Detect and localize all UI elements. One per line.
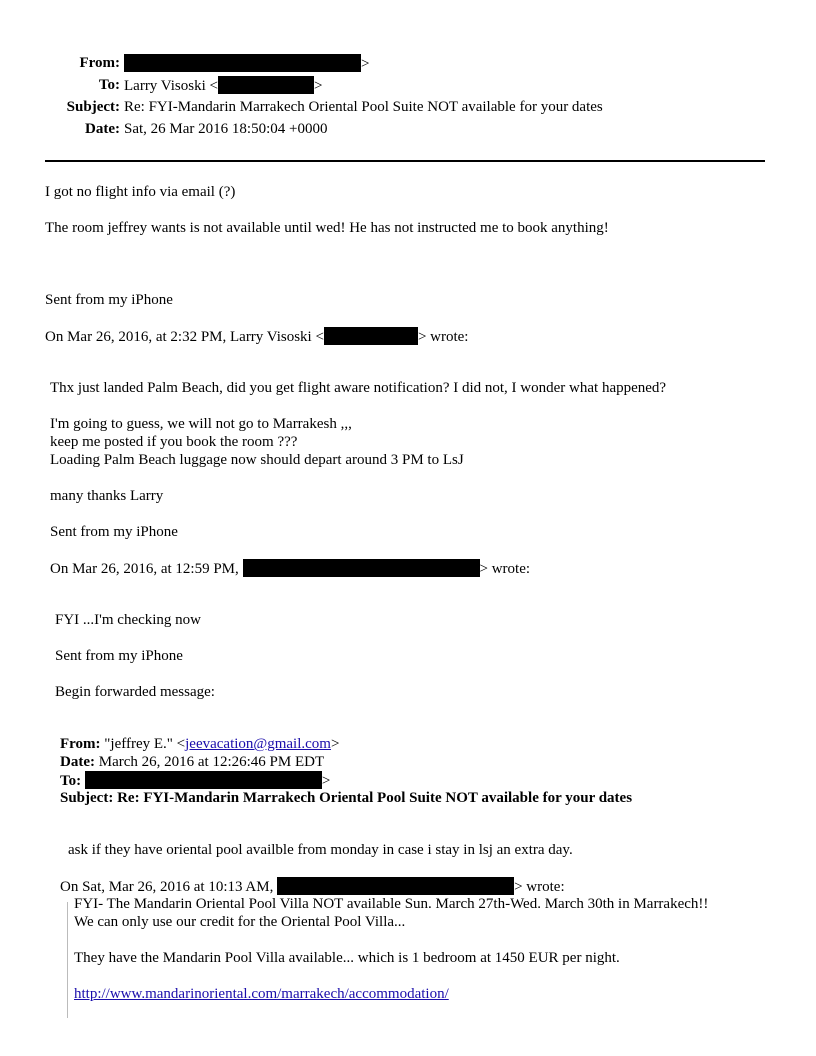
from-value [124, 54, 369, 73]
redaction-bar [218, 76, 314, 94]
to-value-suffix: > [313, 78, 323, 94]
to-value [124, 76, 322, 95]
fwd-from-line [60, 735, 339, 753]
fwd-to-suffix: > [321, 773, 331, 789]
reply-attribution-1-suffix: > wrote: [417, 329, 469, 345]
header-divider [45, 160, 765, 162]
reply-attribution-3 [60, 877, 565, 896]
quote3-line-1: FYI- The Mandarin Oriental Pool Villa NOT available Sun. March 27th-Wed. March 30th in Marrakech!! [74, 896, 709, 912]
quote1-line-3: keep me posted if you book the room ??? [50, 434, 298, 450]
redaction-bar [124, 54, 361, 72]
sent-from-iphone: Sent from my iPhone [45, 292, 173, 308]
subject-value: Re: FYI-Mandarin Marrakech Oriental Pool Suite NOT available for your dates [124, 99, 603, 115]
quote1-line-4: Loading Palm Beach luggage now should depart around 3 PM to LsJ [50, 452, 464, 468]
redaction-bar [243, 559, 480, 577]
blockquote-bar [67, 902, 68, 1018]
reply-attribution-2 [50, 559, 530, 578]
body-line-1: I got no flight info via email (?) [45, 184, 236, 200]
fwd-date-label: Date: [60, 754, 95, 770]
quote2-sent-from-iphone: Sent from my iPhone [55, 648, 183, 664]
reply-attribution-2-prefix: On Mar 26, 2016, at 12:59 PM, [50, 561, 239, 577]
fwd-from-suffix: > [330, 736, 340, 752]
subject-label: Subject: [66, 99, 120, 115]
redaction-bar [277, 877, 514, 895]
quote3-link-line [74, 985, 449, 1003]
fwd-subject-value: Re: FYI-Mandarin Marrakech Oriental Pool Suite NOT available for your dates [117, 790, 633, 806]
fwd-subject-line [60, 789, 632, 807]
from-value-suffix: > [361, 56, 370, 72]
reply-attribution-1-prefix: On Mar 26, 2016, at 2:32 PM, Larry Visoski < [45, 329, 324, 345]
fwd-date-line [60, 753, 324, 771]
fwd-from-label: From: [60, 736, 101, 752]
fwd-to-line [60, 771, 330, 790]
fwd-body-line: ask if they have oriental pool availble from monday in case i stay in lsj an extra day. [68, 842, 573, 858]
forwarded-message-label: Begin forwarded message: [55, 684, 215, 700]
reply-attribution-1 [45, 327, 468, 346]
fwd-subject-label: Subject: [60, 790, 114, 806]
redaction-bar [85, 771, 322, 789]
fwd-from-prefix: "jeffrey E." < [104, 736, 186, 752]
redaction-bar [324, 327, 418, 345]
from-label: From: [79, 55, 120, 71]
quote1-line-5: many thanks Larry [50, 488, 164, 504]
quote1-sent-from-iphone: Sent from my iPhone [50, 524, 178, 540]
date-value: Sat, 26 Mar 2016 18:50:04 +0000 [124, 121, 328, 137]
quote1-line-1: Thx just landed Palm Beach, did you get flight aware notification? I did not, I wonder what happened? [50, 380, 667, 396]
fwd-date-value: March 26, 2016 at 12:26:46 PM EDT [98, 754, 325, 770]
quote3-line-2: We can only use our credit for the Oriental Pool Villa... [74, 914, 406, 930]
date-label: Date: [85, 121, 120, 137]
fwd-to-label: To: [60, 773, 82, 789]
fwd-from-email-link[interactable]: jeevacation@gmail.com [185, 736, 331, 752]
reply-attribution-3-suffix: > wrote: [514, 879, 565, 895]
reply-attribution-3-prefix: On Sat, Mar 26, 2016 at 10:13 AM, [60, 879, 274, 895]
quote2-line-1: FYI ...I'm checking now [55, 612, 202, 628]
quote1-line-2: I'm going to guess, we will not go to Marrakesh ,,, [50, 416, 352, 432]
to-value-prefix: Larry Visoski < [124, 78, 218, 94]
mandarin-accommodation-link[interactable]: http://www.mandarinoriental.com/marrakech/accommodation/ [74, 986, 449, 1002]
quote3-line-3: They have the Mandarin Pool Villa available... which is 1 bedroom at 1450 EUR per night. [74, 950, 620, 966]
body-line-2: The room jeffrey wants is not available until wed! He has not instructed me to book anything! [45, 220, 609, 236]
reply-attribution-2-suffix: > wrote: [479, 561, 531, 577]
to-label: To: [98, 77, 120, 93]
